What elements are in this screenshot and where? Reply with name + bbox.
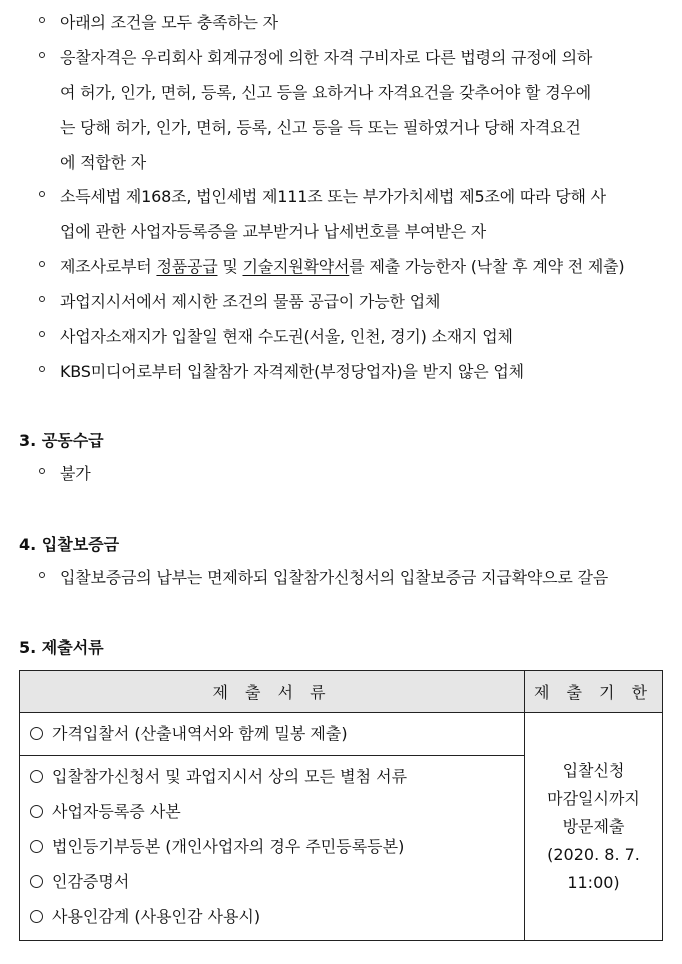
list-item: 사용인감계 (사용인감 사용시) [20,899,524,934]
bullet-circle-icon [39,366,45,372]
header-deadline: 제 출 기 한 [525,671,663,713]
deadline-cell [525,713,663,941]
circle-icon [30,770,43,783]
bullet-circle-icon [39,468,45,474]
section-3-bullet: 불가 [60,464,91,483]
list-item: 인감증명서 [20,864,524,899]
list-item: 법인등기부등본 (개인사업자의 경우 주민등록등본) [20,829,524,864]
header-documents: 제 출 서 류 [20,671,525,713]
circle-icon [30,727,43,740]
list-item: 가격입찰서 (산출내역서와 함께 밀봉 제출) [20,713,524,755]
list-item: 입찰참가신청서 및 과업지시서 상의 모든 별첨 서류 [20,759,524,794]
documents-cell-group-1 [20,713,525,756]
circle-icon [30,840,43,853]
underlined-term: 정품공급 [156,257,218,276]
bullet-text: KBS미디어로부터 입찰참가 자격제한(부정당업자)을 받지 않은 업체 [60,362,524,381]
bullet-circle-icon [39,296,45,302]
underlined-term: 기술지원확약서 [242,257,350,276]
deadline-text: 입찰신청 마감일시까지 방문제출 (2020. 8. 7. 11:00) [547,760,640,892]
bullet-circle-icon [39,17,45,23]
bullet-text: 아래의 조건을 모두 충족하는 자 [60,13,278,32]
table-row [20,713,663,756]
bullet-text: 소득세법 제168조, 법인세법 제111조 또는 부가가치세법 제5조에 따라 당해 사 [60,187,606,206]
submission-documents-table [19,670,663,941]
bullet-text-continued: 여 허가, 인가, 면허, 등록, 신고 등을 요하거나 자격요건을 갖추어야 할 경우에 [60,83,591,102]
table-header-row [20,671,663,713]
bullet-text: 과업지시서에서 제시한 조건의 물품 공급이 가능한 업체 [60,292,441,311]
bullet-text-continued: 는 당해 허가, 인가, 면허, 등록, 신고 등을 득 또는 필하였거나 당해 자격요건 [60,118,581,137]
bullet-circle-icon [39,191,45,197]
bullet-circle-icon [39,261,45,267]
bullet-circle-icon [39,52,45,58]
circle-icon [30,910,43,923]
bullet-circle-icon [39,572,45,578]
bullet-text-continued: 에 적합한 자 [60,153,147,172]
section-3-heading: 3. 공동수급 [19,431,104,450]
section-4-heading: 4. 입찰보증금 [19,535,120,554]
section-4-bullet: 입찰보증금의 납부는 면제하되 입찰참가신청서의 입찰보증금 지급확약으로 갈음 [60,568,609,587]
circle-icon [30,805,43,818]
documents-cell-group-2 [20,756,525,941]
section-5-heading: 5. 제출서류 [19,638,104,657]
bullet-text: 응찰자격은 우리회사 회계규정에 의한 자격 구비자로 다른 법령의 규정에 의하 [60,48,593,67]
bullet-circle-icon [39,331,45,337]
circle-icon [30,875,43,888]
list-item: 사업자등록증 사본 [20,794,524,829]
bullet-text: 사업자소재지가 입찰일 현재 수도권(서울, 인천, 경기) 소재지 업체 [60,327,513,346]
bullet-text-continued: 업에 관한 사업자등록증을 교부받거나 납세번호를 부여받은 자 [60,222,486,241]
bullet-text: 제조사로부터 정품공급 및 기술지원확약서를 제출 가능한자 (낙찰 후 계약 전 제출) [60,257,625,276]
